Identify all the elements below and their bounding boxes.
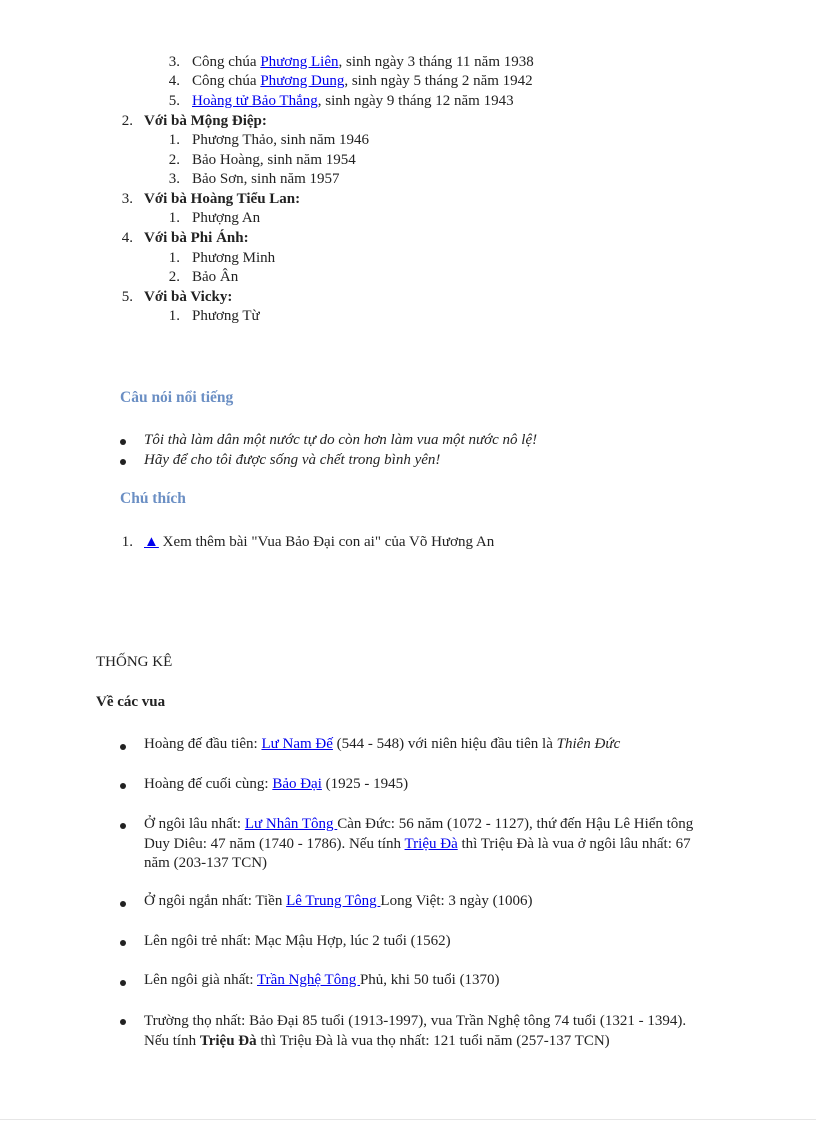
list-number: 2. <box>168 152 180 168</box>
stat-text: (544 - 548) với niên hiệu đầu tiên là <box>332 736 557 752</box>
item-text: Công chúa <box>192 54 261 70</box>
link-lu-nhan-tong[interactable]: Lư Nhân Tông <box>244 816 338 832</box>
link-tran-nghe-tong[interactable]: Trần Nghệ Tông <box>257 972 360 988</box>
quote-item: Tôi thà làm dân một nước tự do còn hơn làm vua một nước nô lệ! <box>144 432 538 448</box>
stats-title: THỐNG KÊ <box>96 654 173 670</box>
stat-item <box>144 736 620 753</box>
stat-item <box>144 972 500 989</box>
stat-bold: Triệu Đà <box>199 1032 257 1049</box>
list-item: Phương Từ <box>192 308 260 324</box>
link-bao-dai[interactable]: Bảo Đại <box>272 776 322 792</box>
stat-text: thì Triệu Đà là vua thọ nhất: 121 tuổi năm (257-137 TCN) <box>256 1032 610 1049</box>
list-number: 4. <box>121 230 133 246</box>
item-text: Công chúa <box>192 73 261 89</box>
link-phuong-dung[interactable]: Phương Dung <box>260 73 345 89</box>
wife-label: Với bà Hoàng Tiểu Lan: <box>144 191 301 207</box>
stat-text: Long Việt: 3 ngày (1006) <box>380 893 533 909</box>
stat-text: Càn Đức: 56 năm (1072 - 1127), thứ đến Hậu Lê Hiển tông Duy Diêu: 47 năm (1740 - 1786). Nếu tính <box>144 816 694 852</box>
list-item: Bảo Sơn, sinh năm 1957 <box>192 171 340 187</box>
bullet <box>120 1019 126 1025</box>
link-bao-thang[interactable]: Hoàng tử Bảo Thắng <box>192 93 318 109</box>
stat-item <box>144 776 408 793</box>
list-item <box>192 54 534 71</box>
list-number: 1. <box>121 534 133 550</box>
list-number: 1. <box>168 132 180 148</box>
list-number: 3. <box>168 54 180 70</box>
wife-label: Với bà Phi Ánh: <box>144 230 249 246</box>
stat-text: Trường thọ nhất: Bảo Đại 85 tuổi (1913-1997), vua Trần Nghệ tông 74 tuổi (1321 - 1394). Nếu tính <box>144 1013 687 1049</box>
stat-italic: Thiên Đức <box>556 736 621 752</box>
list-number: 2. <box>121 113 133 129</box>
list-number: 3. <box>121 191 133 207</box>
bullet <box>120 439 126 445</box>
quote-item: Hãy để cho tôi được sống và chết trong bình yên! <box>144 452 441 468</box>
link-lu-nam-de[interactable]: Lư Nam Đế <box>261 736 333 752</box>
stat-item <box>144 893 533 910</box>
link-trieu-da[interactable]: Triệu Đà <box>404 835 458 852</box>
list-item: Phương Thảo, sinh năm 1946 <box>192 132 370 148</box>
stat-text: Lên ngôi già nhất: <box>144 972 258 988</box>
stat-text: (1925 - 1945) <box>321 776 409 792</box>
wife-label: Với bà Vicky: <box>144 289 233 305</box>
section-heading-notes: Chú thích <box>120 490 186 507</box>
page-divider <box>0 1119 816 1120</box>
note-item <box>144 534 494 551</box>
item-text: , sinh ngày 5 tháng 2 năm 1942 <box>344 73 533 89</box>
bullet <box>120 783 126 789</box>
stat-text: thì Triệu Đà là vua ở ngôi lâu nhất: 67 năm (203-137 TCN) <box>144 835 691 871</box>
list-item: Bảo Hoàng, sinh năm 1954 <box>192 152 356 168</box>
stat-text: Hoàng đế đầu tiên: <box>144 736 262 752</box>
list-number: 2. <box>168 269 180 285</box>
wife-label: Với bà Mộng Điệp: <box>144 113 267 129</box>
list-number: 5. <box>168 93 180 109</box>
list-number: 4. <box>168 73 180 89</box>
stats-subtitle: Về các vua <box>96 694 166 710</box>
list-item <box>192 93 514 110</box>
stat-text: Ở ngôi lâu nhất: <box>144 816 245 832</box>
stat-text: Ở ngôi ngắn nhất: Tiền <box>144 893 287 909</box>
list-item: Phương Minh <box>192 250 276 266</box>
list-number: 1. <box>168 210 180 226</box>
section-heading-quotes: Câu nói nổi tiếng <box>120 389 234 406</box>
link-phuong-lien[interactable]: Phương Liên <box>260 54 339 70</box>
item-text: , sinh ngày 9 tháng 12 năm 1943 <box>317 93 514 109</box>
bullet <box>120 940 126 946</box>
stat-item <box>144 1012 694 1051</box>
bullet <box>120 901 126 907</box>
list-item: Phượng An <box>192 210 261 226</box>
list-number: 1. <box>168 308 180 324</box>
bullet <box>120 823 126 829</box>
stat-text: Hoàng đế cuối cùng: <box>144 776 273 792</box>
list-number: 1. <box>168 250 180 266</box>
bullet <box>120 459 126 465</box>
list-number: 3. <box>168 171 180 187</box>
list-number: 5. <box>121 289 133 305</box>
bullet <box>120 744 126 750</box>
back-reference-link[interactable]: ▲ <box>144 534 159 550</box>
link-le-trung-tong[interactable]: Lê Trung Tông <box>286 893 381 909</box>
bullet <box>120 980 126 986</box>
list-item: Bảo Ân <box>192 269 239 285</box>
stat-text: Phủ, khi 50 tuổi (1370) <box>359 972 500 988</box>
item-text: , sinh ngày 3 tháng 11 năm 1938 <box>338 54 534 70</box>
note-text: Xem thêm bài "Vua Bảo Đại con ai" của Võ Hương An <box>158 534 495 550</box>
list-item <box>192 73 533 90</box>
stat-item <box>144 815 704 874</box>
stat-item: Lên ngôi trẻ nhất: Mạc Mậu Hợp, lúc 2 tuổi (1562) <box>144 933 451 949</box>
